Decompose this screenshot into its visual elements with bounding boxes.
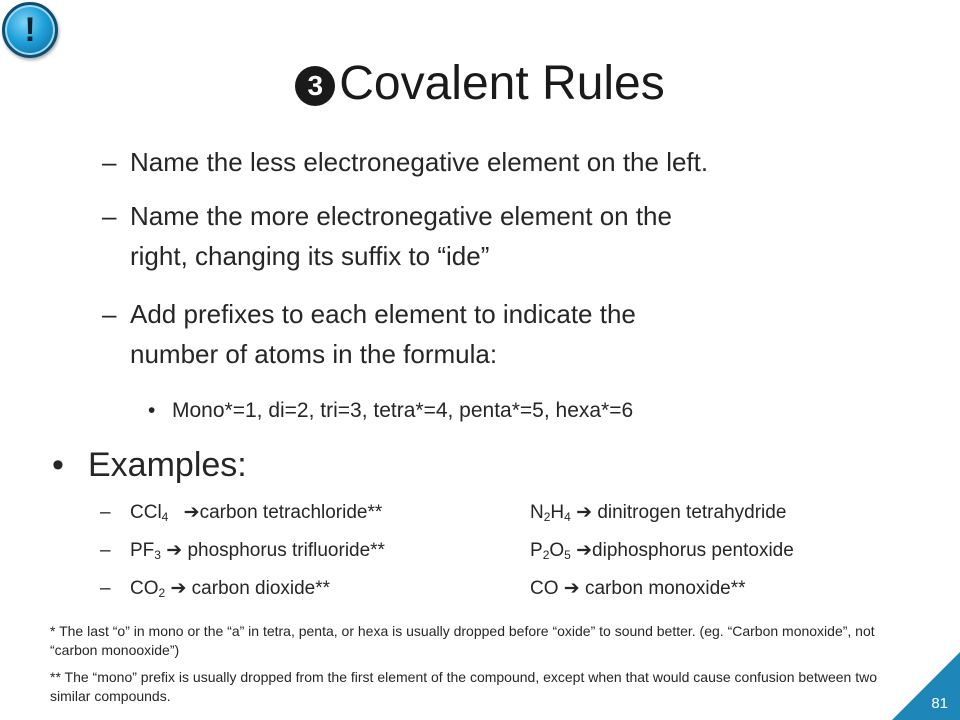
example-row-3-left: [100, 574, 330, 604]
arrow-icon: ➔: [576, 540, 593, 561]
formula: $P_2O_5$: [530, 540, 571, 562]
example-dash: –: [100, 502, 111, 523]
footnote-1: * The last “o” in mono or the “a” in tetra, penta, or hexa is usually dropped before “oxide” to sound better. (eg. “Carbon monoxide”, not “carbon monooxide”): [50, 623, 875, 658]
arrow-icon: ➔: [166, 540, 183, 561]
example-row-3-right: [530, 574, 746, 604]
prefix-text: Mono*=1, di=2, tri=3, tetra*=4, penta*=5, hexa*=6: [172, 399, 634, 422]
formula: CO: [530, 578, 559, 599]
example-row-2-right: [530, 536, 794, 566]
example-row-1-left: [100, 498, 382, 528]
rule-dash: –: [102, 201, 117, 231]
page-corner-triangle: [892, 652, 960, 720]
rule-2: [102, 196, 872, 276]
example-dash: –: [100, 578, 111, 599]
alert-icon: [2, 2, 58, 58]
rule-dash: –: [102, 147, 117, 177]
prefix-list: [148, 396, 633, 426]
example-dash: –: [100, 540, 111, 561]
arrow-icon: ➔: [183, 502, 200, 523]
arrow-icon: ➔: [563, 578, 580, 599]
examples-heading-text: Examples:: [88, 446, 247, 484]
compound-name: phosphorus trifluoride**: [182, 540, 385, 561]
compound-name: carbon monoxide**: [579, 578, 746, 599]
rule-text: Name the less electronegative element on the left.: [130, 147, 709, 177]
compound-name: carbon dioxide**: [186, 578, 331, 599]
formula: $N_2H_4$: [530, 502, 571, 524]
rule-text: Add prefixes to each element to indicate the: [130, 299, 636, 329]
rule-text: Name the more electronegative element on the: [130, 201, 672, 231]
arrow-icon: ➔: [576, 502, 593, 523]
compound-name: carbon tetrachloride**: [199, 502, 383, 523]
arrow-icon: ➔: [170, 578, 187, 599]
exclamation-icon: !: [24, 10, 36, 49]
formula: $PF_3$: [130, 540, 161, 562]
footnote-2: ** The “mono” prefix is usually dropped from the first element of the compound, except when that would cause confusion between two similar compounds.: [50, 669, 877, 704]
rule-dash: –: [102, 299, 117, 329]
formula: $CO_2$: [130, 578, 166, 600]
bullet: •: [52, 446, 64, 484]
examples-heading: [52, 442, 247, 488]
slide-title: [0, 56, 960, 111]
page-number: 81: [931, 695, 948, 712]
bullet: •: [148, 399, 156, 422]
rule-text: number of atoms in the formula:: [130, 339, 498, 369]
rule-3: [102, 294, 872, 374]
title-text: Covalent Rules: [339, 57, 665, 110]
example-row-2-left: [100, 536, 385, 566]
rule-text: right, changing its suffix to “ide”: [130, 241, 490, 271]
title-number-badge: 3: [295, 66, 335, 106]
rule-1: [102, 142, 872, 182]
compound-name: dinitrogen tetrahydride: [592, 502, 787, 523]
example-row-1-right: [530, 498, 786, 528]
formula: CCl$_4$: [130, 502, 169, 524]
compound-name: diphosphorus pentoxide: [592, 540, 794, 561]
